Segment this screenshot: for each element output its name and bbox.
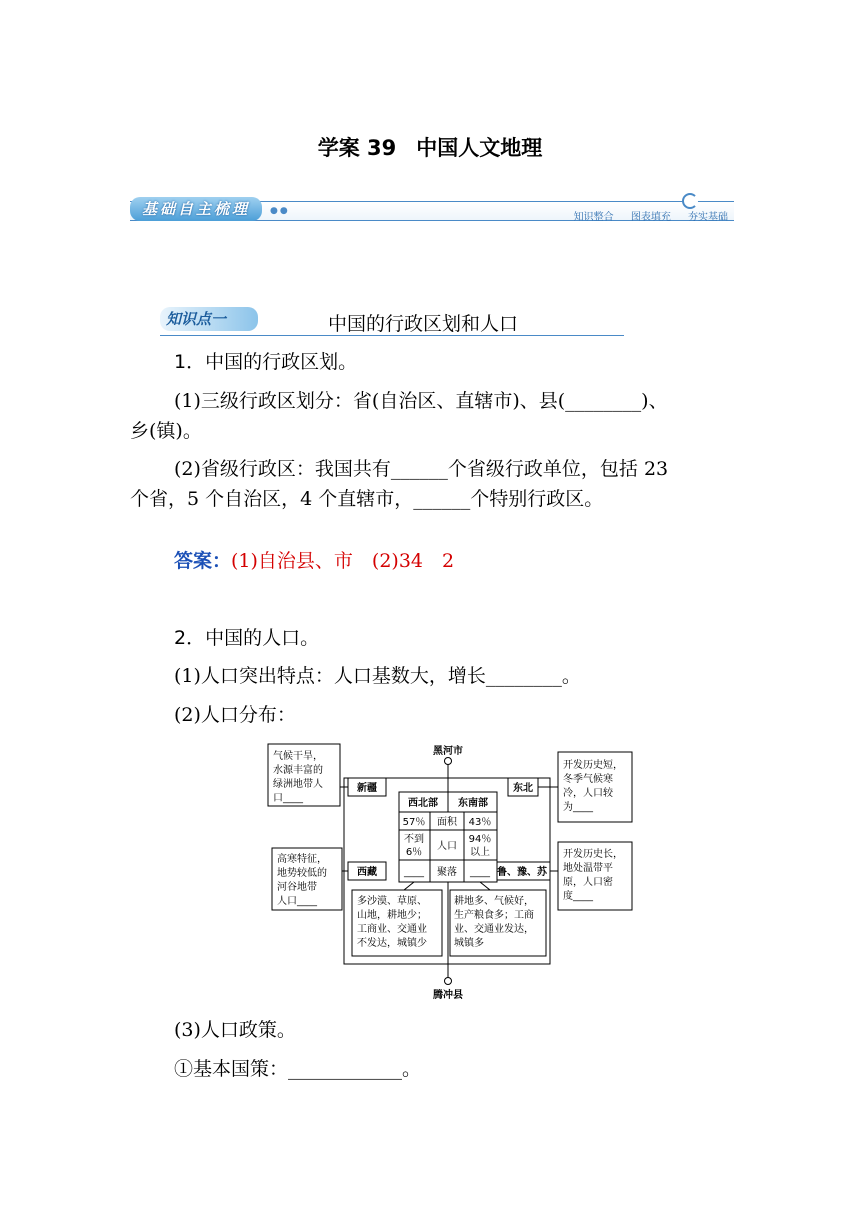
banner-dots-icon: ●● <box>270 206 290 216</box>
luyusu-note-2: 地处温带平 <box>563 863 613 874</box>
line-3: 乡(镇)。 <box>130 420 202 442</box>
east-desc-1: 耕地多、气候好， <box>454 896 534 907</box>
banner-circle-icon <box>682 193 698 209</box>
banner-tag: 基础自主梳理 <box>130 197 262 221</box>
table-pop-left-2: 6％ <box>405 847 423 858</box>
bottom-city-label: 腾冲县 <box>433 990 463 1001</box>
knowledge-point-header <box>160 303 624 336</box>
heihe-marker-icon <box>445 758 452 765</box>
dongbei-note-2: 冬季气候寒 <box>563 774 613 785</box>
dongbei-label: 东北 <box>513 783 533 794</box>
table-pop-right-2: 以上 <box>470 847 490 858</box>
table-se: 东南部 <box>458 798 488 809</box>
west-desc-2: 山地，耕地少； <box>357 910 427 921</box>
table-settlement-right: ____ <box>470 867 490 878</box>
top-city-label: 黑河市 <box>433 746 463 757</box>
knowledge-point-tag: 知识点一 <box>160 307 258 331</box>
tengchong-marker-icon <box>445 978 452 985</box>
luyusu-label: 鲁、豫、苏 <box>497 867 547 878</box>
line-7: (1)人口突出特点：人口基数大，增长________。 <box>174 665 581 687</box>
dongbei-note-1: 开发历史短， <box>563 760 623 771</box>
line-4: (2)省级行政区：我国共有______个省级行政单位，包括 23 <box>174 458 669 480</box>
table-area-mid: 面积 <box>437 817 457 828</box>
luyusu-note-1: 开发历史长， <box>563 849 623 860</box>
section-banner <box>130 193 734 227</box>
population-distribution-diagram <box>264 740 636 1002</box>
luyusu-note-4: 度____ <box>563 891 593 902</box>
line-1: 1．中国的行政区划。 <box>174 351 358 373</box>
xinjiang-label: 新疆 <box>357 783 377 794</box>
table-settlement-left: ____ <box>404 867 424 878</box>
xizang-note-4: 人口____ <box>277 896 317 907</box>
table-pop-right-1: 94％ <box>468 834 492 845</box>
table-pop-left-1: 不到 <box>404 834 424 845</box>
table-area-right: 43％ <box>468 817 492 828</box>
dongbei-note-3: 冷，人口较 <box>563 788 613 799</box>
answer-label: 答案： <box>174 550 232 572</box>
east-desc-4: 城镇多 <box>454 938 484 949</box>
banner-right-text: 知识整合 图表填充 夯实基础 <box>573 212 728 223</box>
table-area-left: 57％ <box>402 817 426 828</box>
xinjiang-note-2: 水源丰富的 <box>273 765 323 776</box>
line-10: ①基本国策：____________。 <box>174 1058 422 1080</box>
luyusu-note-3: 原，人口密 <box>563 877 613 888</box>
title-main: 中国人文地理 <box>416 136 543 160</box>
west-desc-3: 工商业、交通业 <box>357 924 427 935</box>
table-settlement-mid: 聚落 <box>437 867 457 878</box>
east-desc-2: 生产粮食多；工商 <box>454 910 534 921</box>
west-desc-4: 不发达，城镇少 <box>357 938 427 949</box>
line-8: (2)人口分布： <box>174 704 296 726</box>
xinjiang-note-1: 气候干旱， <box>273 751 323 762</box>
line-6: 2．中国的人口。 <box>174 627 320 649</box>
table-nw: 西北部 <box>408 798 438 809</box>
line-5: 个省，5 个自治区，4 个直辖市，______个特别行政区。 <box>130 488 604 510</box>
xizang-note-3: 河谷地带 <box>277 882 317 893</box>
line-9: (3)人口政策。 <box>174 1019 296 1041</box>
line-2: (1)三级行政区划分：省(自治区、直辖市)、县(________)、 <box>174 390 668 412</box>
west-desc-1: 多沙漠、草原、 <box>357 896 427 907</box>
east-desc-3: 业、交通业发达， <box>454 924 534 935</box>
xinjiang-note-3: 绿洲地带人 <box>273 779 323 790</box>
knowledge-point-title: 中国的行政区划和人口 <box>328 313 519 335</box>
dongbei-note-4: 为____ <box>563 802 593 813</box>
answer-text: (1)自治县、市 (2)34 2 <box>231 550 455 572</box>
page-title <box>0 132 860 162</box>
table-pop-mid: 人口 <box>437 841 457 852</box>
xinjiang-note-4: 口____ <box>273 793 303 804</box>
xizang-note-2: 地势较低的 <box>277 868 327 879</box>
xizang-label: 西藏 <box>357 867 377 878</box>
xizang-note-1: 高寒特征， <box>277 854 327 865</box>
answer-line <box>174 549 454 573</box>
title-prefix: 学案 39 <box>317 136 397 160</box>
